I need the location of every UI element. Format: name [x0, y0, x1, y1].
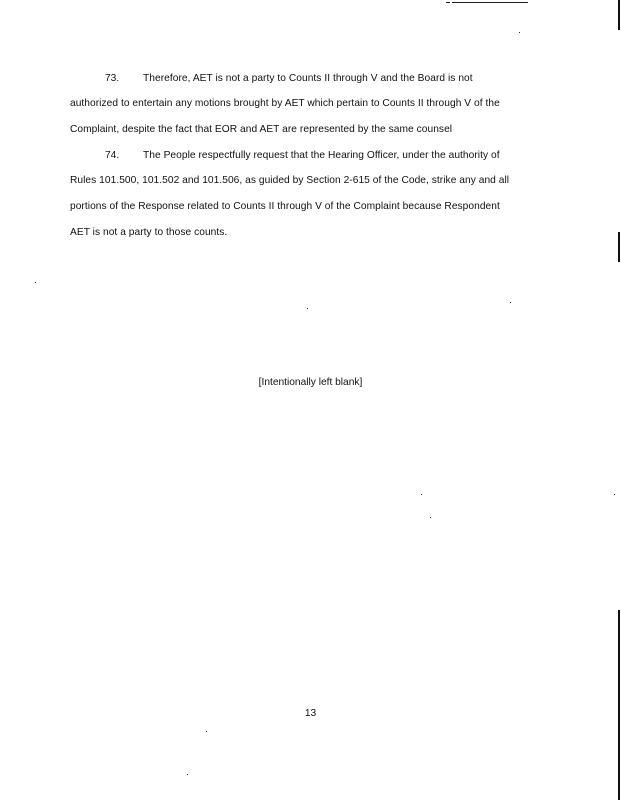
- scan-speck: [430, 517, 431, 518]
- paragraph-line: Complaint, despite the fact that EOR and AET are represented by the same counsel: [70, 124, 453, 135]
- page-edge-line: [618, 0, 620, 30]
- scan-speck: [519, 32, 520, 33]
- page-number: 13: [304, 708, 317, 719]
- paragraph-line: authorized to entertain any motions brought by AET which pertain to Counts II through V of the: [70, 98, 500, 109]
- scan-speck: [206, 731, 207, 732]
- paragraph-line: portions of the Response related to Counts II through V of the Complaint because Respondent: [70, 201, 500, 212]
- page-edge-line: [618, 232, 620, 262]
- scan-speck: [614, 494, 615, 495]
- scan-speck: [510, 302, 511, 303]
- paragraph-line: The People respectfully request that the Hearing Officer, under the authority of: [143, 150, 500, 161]
- paragraph-number: 73.: [105, 73, 120, 84]
- scan-speck: [307, 308, 308, 309]
- scan-mark: [446, 2, 450, 3]
- scan-speck: [421, 494, 422, 495]
- paragraph-line: Therefore, AET is not a party to Counts II through V and the Board is not: [143, 73, 473, 84]
- intentionally-blank-note: [Intentionally left blank]: [258, 377, 363, 388]
- page-edge-line: [618, 610, 620, 800]
- paragraph-number: 74.: [105, 150, 120, 161]
- header-rule: [452, 2, 528, 3]
- paragraph-line: Rules 101.500, 101.502 and 101.506, as guided by Section 2-615 of the Code, strike any and all: [70, 175, 510, 186]
- paragraph-line: AET is not a party to those counts.: [70, 227, 228, 238]
- scan-speck: [187, 774, 188, 775]
- scan-speck: [35, 282, 36, 283]
